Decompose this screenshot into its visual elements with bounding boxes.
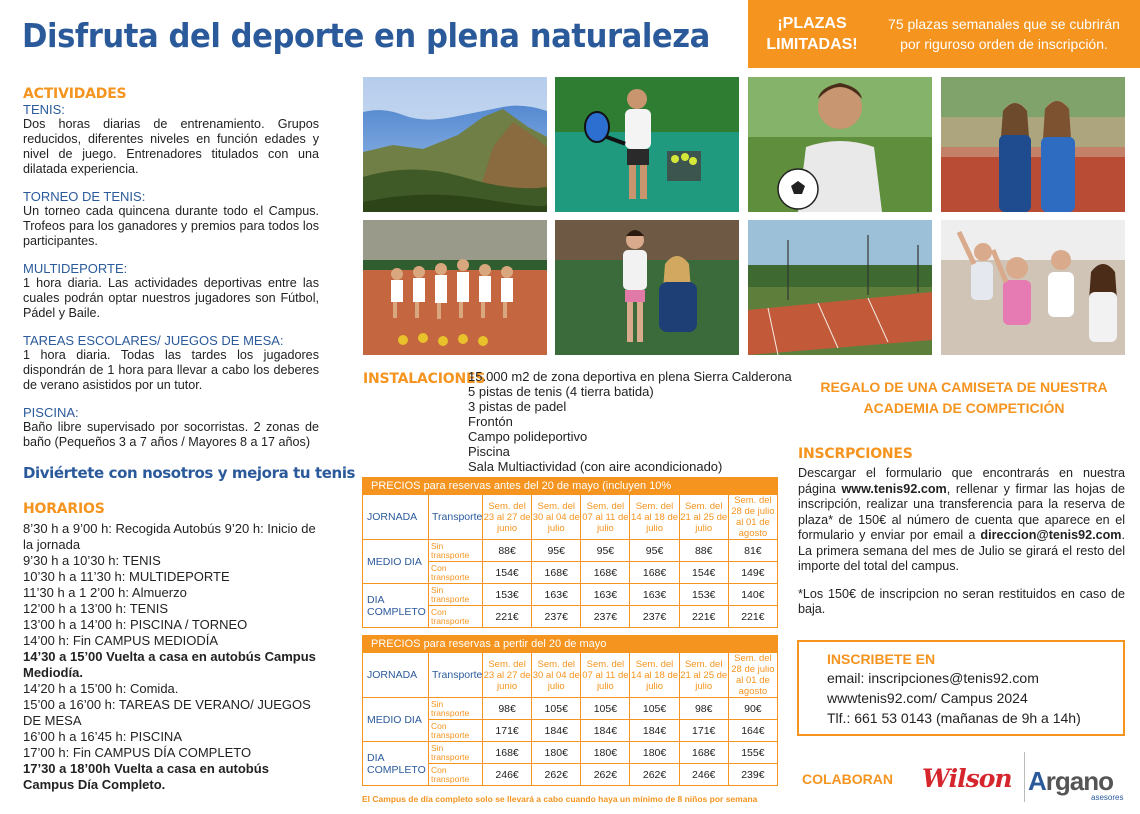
price-cell: 237€: [581, 606, 630, 628]
inscripciones-heading: INSCRPCIONES: [798, 446, 913, 462]
activity-text: 1 hora diaria. Las actividades deportivas entre las cuales podrán optar nuestros jugadores son Fútbol, Pádel y Baile.: [23, 276, 319, 320]
price-cell: 246€: [679, 764, 728, 786]
text-fragment: Descargar el formulario que encontrarás en nuestra página: [798, 466, 1125, 496]
price-cell: 168€: [630, 562, 679, 584]
price-cell: 168€: [532, 562, 581, 584]
two-girls-tennis-photo: [941, 77, 1125, 212]
price-cell: 246€: [483, 764, 532, 786]
price-cell: 221€: [728, 606, 777, 628]
inscribete-heading: INSCRIBETE EN: [827, 651, 936, 667]
gift-banner: REGALO DE UNA CAMISETA DE NUESTRA ACADEMIA DE COMPETICIÓN: [820, 379, 1108, 416]
activity-text: Baño libre supervisado por socorristas. 2 zonas de baño (Pequeños 3 a 7 años / Mayores 8 a 17 años): [23, 420, 319, 449]
page-title: Disfruta del deporte en plena naturaleza: [22, 16, 710, 55]
price-cell: 95€: [630, 540, 679, 562]
price-cell: 180€: [630, 742, 679, 764]
boy-with-football-photo: [748, 77, 932, 212]
activity-title: TORNEO DE TENIS:: [23, 189, 146, 204]
price-cell: 98€: [679, 698, 728, 720]
price-cell: 140€: [728, 584, 777, 606]
instalaciones-list: [468, 369, 792, 474]
jornada-header: JORNADA: [363, 653, 429, 698]
transporte-header: Transporte: [429, 653, 483, 698]
price-table-late: [362, 635, 778, 786]
website-link[interactable]: www.tenis92.com: [841, 481, 947, 496]
price-cell: 105€: [581, 698, 630, 720]
argano-rest: rgano: [1045, 766, 1114, 796]
price-cell: 98€: [483, 698, 532, 720]
price-cell: 153€: [679, 584, 728, 606]
transporte-header: Transporte: [429, 495, 483, 540]
schedule-line: 14’30 a 15’00 Vuelta a casa en autobús Campus Mediodía.: [23, 649, 316, 680]
price-cell: 262€: [581, 764, 630, 786]
schedule-line: 15’00 a 16’00 h: TAREAS DE VERANO/ JUEGOS DE MESA: [23, 697, 311, 728]
girls-celebrating-photo: [941, 220, 1125, 355]
inscripciones-section: [798, 446, 1125, 618]
price-cell: 221€: [483, 606, 532, 628]
activity-text: Un torneo cada quincena durante todo el Campus. Trofeos para los ganadores y premios para todos los participantes.: [23, 204, 319, 248]
inscripciones-text: [798, 466, 1125, 575]
text-fragment: , rellenar y firmar las hojas de inscripción, realizar una transferencia para la reserva de plaza* de 150€ al número de cuenta que aparece en el formulario y enviar por email a: [798, 481, 1125, 542]
jornada-cell: DIA COMPLETO: [363, 584, 429, 628]
contact-email[interactable]: email: inscripciones@tenis92.com: [827, 670, 1039, 686]
transport-cell: Sin transporte: [429, 742, 483, 764]
schedule-line: 17’00 h: Fin CAMPUS DÍA COMPLETO: [23, 745, 252, 760]
schedule-line: 16’00 h a 16’45 h: PISCINA: [23, 729, 182, 744]
schedule-line: 11’30 h a 1 2’00 h: Almuerzo: [23, 585, 187, 600]
list-item: 5 pistas de tenis (4 tierra batida): [468, 384, 654, 399]
activity-title: TENIS:: [23, 102, 65, 117]
price-cell: 155€: [728, 742, 777, 764]
list-item: 15.000 m2 de zona deportiva en plena Sierra Calderona: [468, 369, 792, 384]
actividades-heading: ACTIVIDADES: [23, 86, 127, 102]
activity-title: MULTIDEPORTE:: [23, 261, 128, 276]
activity-text: 1 hora diaria. Todas las tardes los jugadores dispondrán de 1 hora para llevar a cabo los deberes de verano asistidos por un tutor.: [23, 348, 319, 392]
price-cell: 168€: [581, 562, 630, 584]
price-cell: 171€: [679, 720, 728, 742]
schedule-line: 10’30 h a 11’30 h: MULTIDEPORTE: [23, 569, 230, 584]
transport-cell: Con transporte: [429, 720, 483, 742]
activity-title: TAREAS ESCOLARES/ JUEGOS DE MESA:: [23, 333, 284, 348]
email-link[interactable]: direccion@tenis92.com: [980, 528, 1122, 542]
list-item: Sala Multiactividad (con aire acondicionado): [468, 459, 723, 474]
table-footnote: El Campus de día completo solo se llevará a cabo cuando haya un mínimo de 8 niños por semana: [362, 794, 758, 804]
week-header: Sem. del 07 al 11 de julio: [581, 653, 630, 698]
price-cell: 153€: [483, 584, 532, 606]
logo-divider: [1024, 752, 1025, 802]
price-table-caption: PRECIOS para reservas a pertir del 20 de mayo: [363, 636, 778, 653]
transport-cell: Sin transporte: [429, 584, 483, 606]
price-cell: 163€: [532, 584, 581, 606]
price-cell: 262€: [630, 764, 679, 786]
price-cell: 95€: [581, 540, 630, 562]
schedule-line: 17’30 a 18’00h Vuelta a casa en autobús Campus Día Completo.: [23, 761, 269, 792]
girl-with-coach-photo: [555, 220, 739, 355]
schedule-line: 8’30 h a 9’00 h: Recogida Autobús 9’20 h: Inicio de la jornada: [23, 521, 316, 552]
list-item: Piscina: [468, 444, 510, 459]
price-cell: 163€: [581, 584, 630, 606]
slogan: Diviértete con nosotros y mejora tu tenis: [23, 464, 356, 482]
price-cell: 81€: [728, 540, 777, 562]
limited-places-text: 75 plazas semanales que se cubrirán por riguroso orden de inscripción.: [888, 16, 1120, 52]
price-cell: 105€: [532, 698, 581, 720]
price-cell: 154€: [483, 562, 532, 584]
week-header: Sem. del 23 al 27 de junio: [483, 653, 532, 698]
week-header: Sem. del 14 al 18 de julio: [630, 653, 679, 698]
jornada-header: JORNADA: [363, 495, 429, 540]
week-header: Sem. del 14 al 18 de julio: [630, 495, 679, 540]
week-header: Sem. del 23 al 27 de junio: [483, 495, 532, 540]
photo-grid: [363, 77, 1132, 355]
price-cell: 88€: [483, 540, 532, 562]
price-cell: 105€: [630, 698, 679, 720]
contact-web[interactable]: wwwtenis92.com/ Campus 2024: [827, 690, 1028, 706]
horarios-heading: HORARIOS: [23, 501, 105, 517]
schedule-line: 14’00 h: Fin CAMPUS MEDIODÍA: [23, 633, 219, 648]
price-cell: 154€: [679, 562, 728, 584]
activity-title: PISCINA:: [23, 405, 79, 420]
jornada-cell: MEDIO DIA: [363, 540, 429, 584]
argano-initial: A: [1028, 766, 1046, 796]
limited-places-title: ¡PLAZAS LIMITADAS!: [766, 15, 858, 53]
price-cell: 237€: [532, 606, 581, 628]
price-cell: 168€: [483, 742, 532, 764]
price-cell: 184€: [581, 720, 630, 742]
price-cell: 168€: [679, 742, 728, 764]
activity-text: Dos horas diarias de entrenamiento. Grupos reducidos, diferentes niveles en función edades y nivel de juego. Entrenadores titulados con una dilatada experiencia.: [23, 117, 319, 176]
price-table-caption: PRECIOS para reservas antes del 20 de mayo (incluyen 10%: [363, 478, 778, 495]
mountain-landscape-photo: [363, 77, 547, 212]
instalaciones-heading: INSTALACIONES: [363, 371, 486, 387]
contact-phone: Tlf.: 661 53 0143 (mañanas de 9h a 14h): [827, 710, 1081, 726]
list-item: Frontón: [468, 414, 513, 429]
colaboran-label: COLABORAN: [802, 771, 893, 787]
week-header: Sem. del 28 de julio al 01 de agosto: [728, 495, 777, 540]
left-column: [23, 86, 356, 793]
price-cell: 164€: [728, 720, 777, 742]
jornada-cell: MEDIO DIA: [363, 698, 429, 742]
price-cell: 237€: [630, 606, 679, 628]
schedule-line: 9’30 h a 10’30 h: TENIS: [23, 553, 161, 568]
price-cell: 221€: [679, 606, 728, 628]
jornada-cell: DIA COMPLETO: [363, 742, 429, 786]
argano-subtitle: asesores: [1091, 793, 1124, 802]
price-cell: 171€: [483, 720, 532, 742]
schedule-list: [23, 521, 319, 793]
limited-places-banner: [748, 0, 1140, 68]
price-cell: 180€: [581, 742, 630, 764]
transport-cell: Con transporte: [429, 606, 483, 628]
price-cell: 239€: [728, 764, 777, 786]
inscripciones-note: *Los 150€ de inscripcion no seran restituidos en caso de baja.: [798, 586, 1125, 616]
schedule-line: 12’00 h a 13’00 h: TENIS: [23, 601, 169, 616]
price-cell: 90€: [728, 698, 777, 720]
week-header: Sem. del 21 al 25 de julio: [679, 653, 728, 698]
week-header: Sem. del 30 al 04 de julio: [532, 653, 581, 698]
kids-group-clay-court-photo: [363, 220, 547, 355]
price-cell: 149€: [728, 562, 777, 584]
inscribete-box: [797, 640, 1125, 736]
transport-cell: Con transporte: [429, 562, 483, 584]
transport-cell: Con transporte: [429, 764, 483, 786]
week-header: Sem. del 30 al 04 de julio: [532, 495, 581, 540]
transport-cell: Sin transporte: [429, 698, 483, 720]
price-cell: 184€: [630, 720, 679, 742]
coach-with-racket-photo: [555, 77, 739, 212]
week-header: Sem. del 07 al 11 de julio: [581, 495, 630, 540]
price-cell: 180€: [532, 742, 581, 764]
schedule-line: 13’00 h a 14’00 h: PISCINA / TORNEO: [23, 617, 248, 632]
tennis-courts-aerial-photo: [748, 220, 932, 355]
week-header: Sem. del 21 al 25 de julio: [679, 495, 728, 540]
list-item: 3 pistas de padel: [468, 399, 567, 414]
list-item: Campo polideportivo: [468, 429, 588, 444]
week-header: Sem. del 28 de julio al 01 de agosto: [728, 653, 777, 698]
price-cell: 163€: [630, 584, 679, 606]
transport-cell: Sin transporte: [429, 540, 483, 562]
schedule-line: 14’20 h a 15’00 h: Comida.: [23, 681, 179, 696]
price-cell: 262€: [532, 764, 581, 786]
price-cell: 88€: [679, 540, 728, 562]
price-table-early: [362, 477, 778, 628]
price-cell: 184€: [532, 720, 581, 742]
wilson-logo: Wilson: [922, 764, 1012, 793]
text-fragment: . La primera semana del mes de Julio se girará el resto del importe del total del campus.: [798, 528, 1125, 573]
price-cell: 95€: [532, 540, 581, 562]
